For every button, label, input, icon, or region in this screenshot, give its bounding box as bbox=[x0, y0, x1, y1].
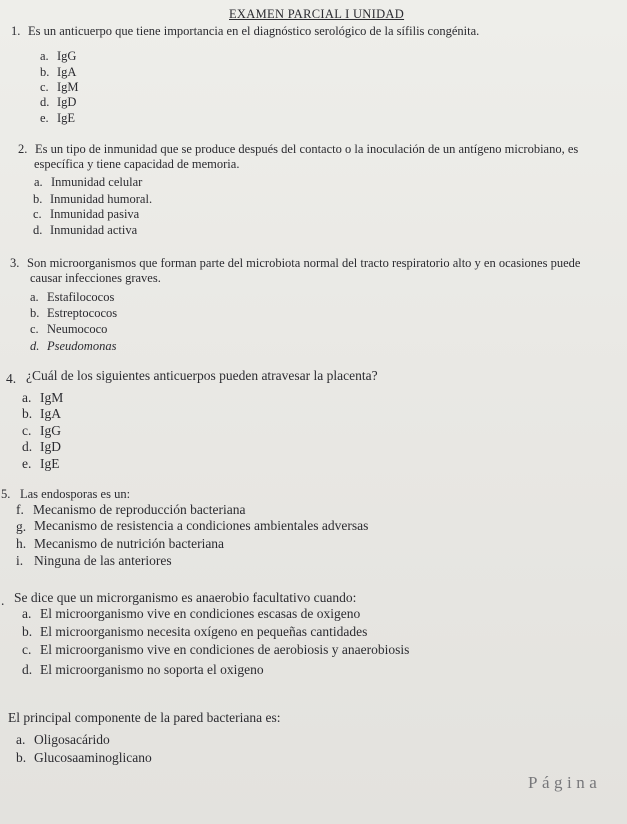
q4-option-c-text: IgG bbox=[40, 423, 61, 438]
q1-option-e-text: IgE bbox=[57, 111, 76, 125]
q5-option-i-text: Ninguna de las anteriores bbox=[34, 553, 172, 568]
question-2-text: Es un tipo de inmunidad que se produce después del contacto o la inoculación de un antígeno microbiano, es bbox=[35, 142, 579, 156]
q1-option-c-letter: c. bbox=[40, 80, 49, 94]
q7-option-a-text: Oligosacárido bbox=[34, 732, 110, 747]
q1-option-d-letter: d. bbox=[40, 95, 50, 109]
q2-option-d-letter: d. bbox=[33, 223, 43, 237]
q4-option-d-text: IgD bbox=[40, 439, 61, 454]
q2-option-b-text: Inmunidad humoral. bbox=[50, 192, 153, 206]
q2-option-c-letter: c. bbox=[33, 207, 42, 221]
q7-option-b-text: Glucosaaminoglicano bbox=[34, 750, 152, 765]
q1-option-c-text: IgM bbox=[57, 80, 79, 94]
q6-option-d-text: El microorganismo no soporta el oxigeno bbox=[40, 662, 264, 677]
question-3-number: 3. bbox=[10, 256, 20, 270]
q6-option-d-letter: d. bbox=[22, 662, 33, 677]
q6-option-c-letter: c. bbox=[22, 642, 32, 657]
q5-option-f-text: Mecanismo de reproducción bacteriana bbox=[33, 502, 246, 517]
q6-option-b-text: El microorganismo necesita oxígeno en pequeñas cantidades bbox=[40, 624, 368, 639]
q1-option-d-text: IgD bbox=[57, 95, 77, 109]
question-4-text: ¿Cuál de los siguientes anticuerpos pueden atravesar la placenta? bbox=[26, 368, 378, 383]
question-5-text: Las endosporas es un: bbox=[20, 487, 131, 501]
question-7-text: El principal componente de la pared bacteriana es: bbox=[8, 710, 281, 725]
question-6-text: Se dice que un microrganismo es anaerobio facultativo cuando: bbox=[14, 590, 357, 605]
q2-option-c-text: Inmunidad pasiva bbox=[50, 207, 140, 221]
q3-option-a-letter: a. bbox=[30, 290, 39, 304]
q1-option-b-letter: b. bbox=[40, 65, 50, 79]
question-4-number: 4. bbox=[6, 371, 17, 386]
exam-title: EXAMEN PARCIAL I UNIDAD bbox=[229, 7, 405, 21]
question-1-number: 1. bbox=[11, 24, 21, 38]
q1-option-a-text: IgG bbox=[57, 49, 77, 63]
q4-option-b-text: IgA bbox=[40, 406, 61, 421]
question-3-text: Son microorganismos que forman parte del microbiota normal del tracto respiratorio alto y en ocasiones puede bbox=[27, 256, 581, 270]
q5-option-g-text: Mecanismo de resistencia a condiciones ambientales adversas bbox=[34, 518, 369, 533]
q7-option-a-letter: a. bbox=[16, 732, 26, 747]
q2-option-b-letter: b. bbox=[33, 192, 43, 206]
q5-option-h-letter: h. bbox=[16, 536, 27, 551]
q3-option-d-text: Pseudomonas bbox=[47, 339, 117, 353]
q3-option-c-letter: c. bbox=[30, 322, 39, 336]
q6-option-a-text: El microorganismo vive en condiciones escasas de oxigeno bbox=[40, 606, 361, 621]
q1-option-a-letter: a. bbox=[40, 49, 49, 63]
q4-option-b-letter: b. bbox=[22, 406, 33, 421]
q2-option-a-letter: a. bbox=[34, 175, 43, 189]
q7-option-b-letter: b. bbox=[16, 750, 27, 765]
q5-option-f-letter: f. bbox=[16, 502, 24, 517]
q3-option-a-text: Estafilococos bbox=[47, 290, 115, 304]
q4-option-e-text: IgE bbox=[40, 456, 60, 471]
question-1-text: Es un anticuerpo que tiene importancia en el diagnóstico serológico de la sífilis congénita. bbox=[28, 24, 480, 38]
q2-option-d-text: Inmunidad activa bbox=[50, 223, 138, 237]
question-3-text-cont: causar infecciones graves. bbox=[30, 271, 161, 285]
q3-option-b-text: Estreptococos bbox=[47, 306, 118, 320]
q1-option-b-text: IgA bbox=[57, 65, 77, 79]
q3-option-b-letter: b. bbox=[30, 306, 40, 320]
page-footer-label: Página bbox=[528, 773, 602, 792]
q2-option-a-text: Inmunidad celular bbox=[51, 175, 143, 189]
q6-option-a-letter: a. bbox=[22, 606, 32, 621]
q6-option-c-text: El microorganismo vive en condiciones de aerobiosis y anaerobiosis bbox=[40, 642, 410, 657]
question-5-number: 5. bbox=[1, 487, 11, 501]
q4-option-e-letter: e. bbox=[22, 456, 32, 471]
q6-option-b-letter: b. bbox=[22, 624, 33, 639]
q1-option-e-letter: e. bbox=[40, 111, 49, 125]
q3-option-d-letter: d. bbox=[30, 339, 40, 353]
question-6-number: . bbox=[1, 593, 5, 608]
q4-option-d-letter: d. bbox=[22, 439, 33, 454]
q4-option-a-text: IgM bbox=[40, 390, 64, 405]
q5-option-i-letter: i. bbox=[16, 553, 24, 568]
q3-option-c-text: Neumococo bbox=[47, 322, 108, 336]
q5-option-g-letter: g. bbox=[16, 519, 27, 534]
question-2-text-cont: específica y tiene capacidad de memoria. bbox=[34, 157, 240, 171]
q4-option-c-letter: c. bbox=[22, 423, 32, 438]
q5-option-h-text: Mecanismo de nutrición bacteriana bbox=[34, 536, 225, 551]
question-2-number: 2. bbox=[18, 142, 28, 156]
q4-option-a-letter: a. bbox=[22, 390, 32, 405]
